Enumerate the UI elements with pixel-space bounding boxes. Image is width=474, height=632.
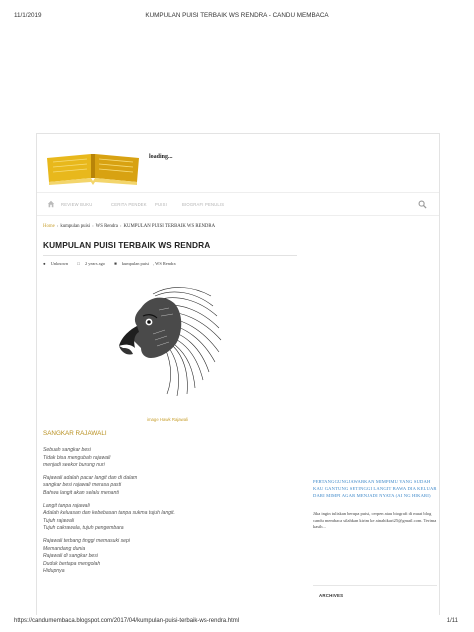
print-date: 11/1/2019: [14, 12, 42, 19]
nav-puisi[interactable]: PUISI: [155, 202, 167, 207]
sidebar-divider: [313, 585, 437, 586]
poem-line: Adalah keluasan dan kebebasan tanpa sukma tujuh langit.: [43, 510, 175, 517]
print-title: KUMPULAN PUISI TERBAIK WS RENDRA - CANDU MEMBACA: [145, 12, 329, 19]
poem-line: Hidupnya: [43, 568, 65, 575]
poem-line: Tujuh rajawali: [43, 517, 75, 524]
print-page-number: 1/11: [446, 618, 458, 624]
breadcrumb-ws-rendra[interactable]: WS Rendra: [95, 224, 118, 229]
chevron-right-icon: ›: [56, 224, 59, 229]
hawk-image: [113, 286, 223, 398]
sidebar-text: Jika ingin tuliskan berupa puisi, cerpen atau biografi di muat blog candu membaca silahkan kirim ke ainahikari25@gmail.com. Terima kasih...: [313, 511, 437, 529]
poem-title: SANGKAR RAJAWALI: [43, 430, 107, 437]
sidebar-heading: PERTANGGUNGJAWABKAN MIMPIMU YANG SUDAH KAU GANTUNG SETINGGI LANGIT BAWA DIA KELUAR DARI MIMPI AGAR MENJADI NYATA (AI NG HIKARI): [313, 479, 437, 498]
poem-line: Rajawali terbang tinggi memasuki sepi: [43, 537, 130, 544]
poem-line: Rajawali adalah pacar langit dan di dalam: [43, 474, 138, 481]
post-author[interactable]: Unknown: [50, 261, 69, 266]
hawk-illustration: [113, 286, 223, 398]
chevron-right-icon: ›: [119, 224, 122, 229]
user-icon: ●: [43, 261, 46, 266]
poem-line: Tujuh cakrawala, tujuh pengembara: [43, 525, 124, 532]
post-label[interactable]: kumpulan puisi: [121, 261, 150, 266]
breadcrumb: [43, 224, 303, 234]
post-label[interactable]: WS Rendra: [155, 261, 176, 266]
poem-line: Tidak bisa mengubah rajawali: [43, 454, 111, 461]
nav-cerita-pendek[interactable]: CERITA PENDEK: [111, 202, 147, 207]
poem-line: Duduk bertapa mengolah: [43, 560, 101, 567]
image-caption: image Hawk Rajawali: [147, 417, 189, 422]
sidebar-widget: [313, 478, 437, 531]
book-logo[interactable]: [43, 152, 143, 188]
title-divider: [43, 255, 297, 256]
print-url: https://candumembaca.blogspot.com/2017/04/kumpulan-puisi-terbaik-ws-rendra.html: [14, 618, 240, 624]
poem-line: Memandang dunia: [43, 545, 86, 552]
blog-page: [36, 133, 440, 615]
poem-line: sangkar besi rajawali merasa pasti: [43, 482, 122, 489]
post-meta: [43, 261, 303, 266]
time-meta: [77, 261, 109, 266]
folder-icon: ■: [114, 261, 117, 266]
breadcrumb-current: KUMPULAN PUISI TERBAIK WS RENDRA: [123, 224, 216, 229]
poem-line: Bahwa langit akan selalu menanti: [43, 489, 119, 496]
poem-line: Langit tanpa rajawali: [43, 502, 90, 509]
home-icon[interactable]: [47, 200, 55, 208]
print-header: [0, 0, 474, 26]
archives-heading: ARCHIVES: [319, 593, 344, 598]
open-book-icon: [43, 152, 143, 188]
post-time[interactable]: 2 years ago: [84, 261, 105, 266]
chevron-right-icon: ›: [92, 224, 94, 229]
search-icon[interactable]: [418, 200, 427, 209]
author-meta: [43, 261, 72, 266]
poem: [43, 430, 293, 576]
nav-biografi-penulis[interactable]: BIOGRAFI PENULIS: [182, 202, 225, 207]
poem-line: Sebuah sangkar besi: [43, 447, 91, 453]
labels-meta: ■ kumpulan puisi , WS Rendra: [114, 261, 176, 266]
poem-line: menjadi seekor burung nuri: [43, 462, 105, 469]
poem-line: Rajawali di sangkar besi: [43, 553, 98, 560]
breadcrumb-kumpulan-puisi[interactable]: kumpulan puisi: [60, 224, 91, 229]
post-title: KUMPULAN PUISI TERBAIK WS RENDRA: [43, 240, 211, 250]
main-nav: [37, 192, 439, 216]
calendar-icon: □: [77, 261, 80, 266]
nav-review-buku[interactable]: REVIEW BUKU: [61, 202, 93, 207]
breadcrumb-home[interactable]: Home: [43, 224, 55, 229]
print-footer: [0, 612, 474, 632]
loading-text: loading...: [149, 154, 173, 160]
